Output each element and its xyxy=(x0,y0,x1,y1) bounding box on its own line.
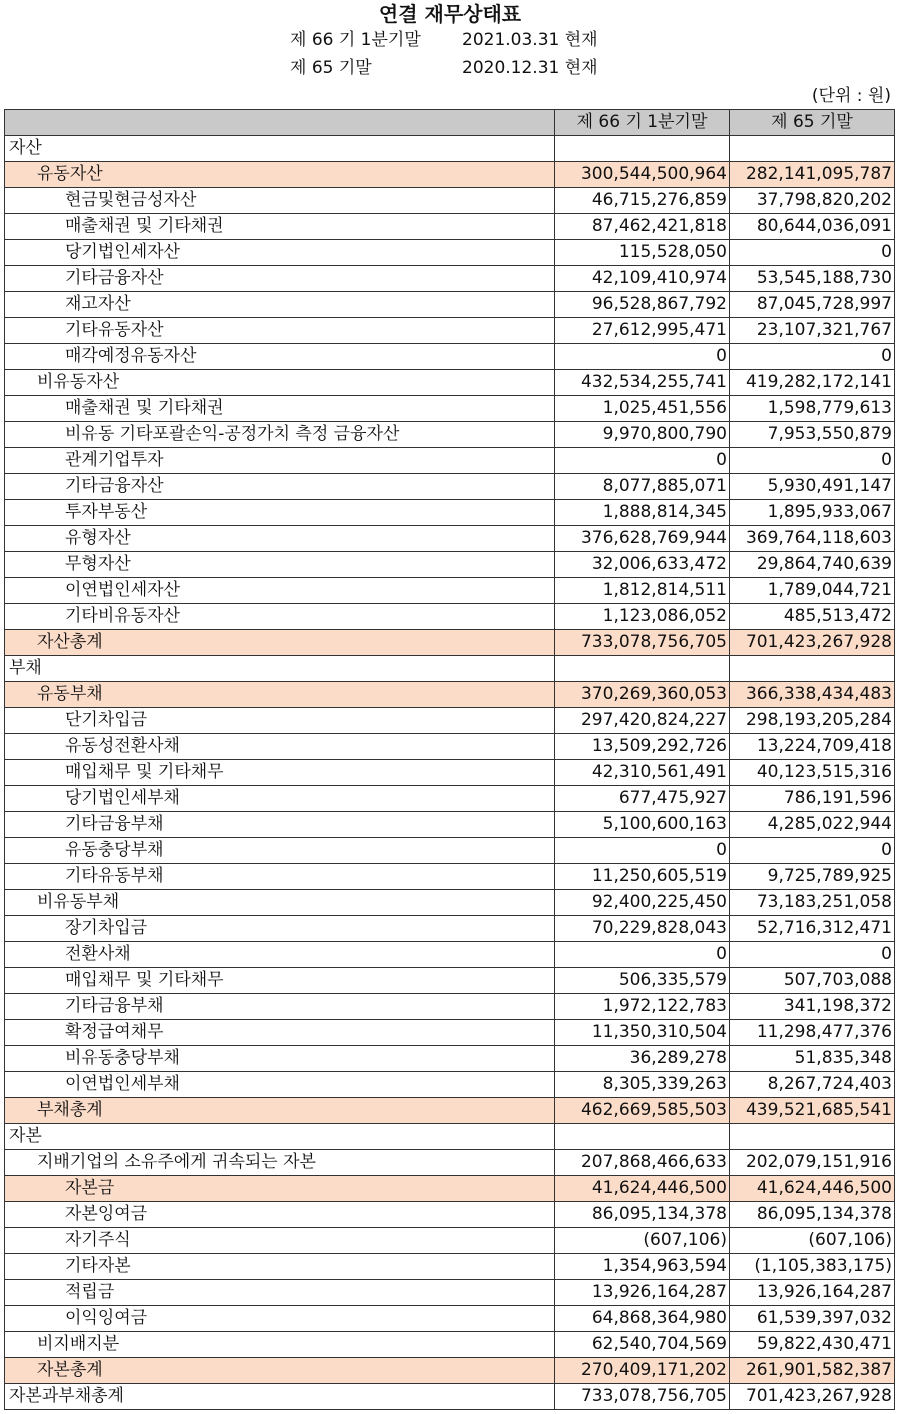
table-row xyxy=(5,1228,895,1254)
previous-amount: 86,095,134,378 xyxy=(730,1202,895,1228)
account-label: 이익잉여금 xyxy=(5,1306,555,1332)
previous-amount: 0 xyxy=(730,448,895,474)
account-label: 기타비유동자산 xyxy=(5,604,555,630)
previous-amount: 341,198,372 xyxy=(730,994,895,1020)
previous-amount: (1,105,383,175) xyxy=(730,1254,895,1280)
current-amount xyxy=(555,656,730,682)
unit-note: (단위 : 원) xyxy=(811,86,891,106)
current-amount: 11,350,310,504 xyxy=(555,1020,730,1046)
previous-amount: 0 xyxy=(730,240,895,266)
current-amount: 1,025,451,556 xyxy=(555,396,730,422)
previous-amount: 5,930,491,147 xyxy=(730,474,895,500)
current-amount: 9,970,800,790 xyxy=(555,422,730,448)
previous-amount: 0 xyxy=(730,344,895,370)
header-previous-period: 제 65 기말 xyxy=(730,110,895,136)
current-amount: 92,400,225,450 xyxy=(555,890,730,916)
previous-amount xyxy=(730,1124,895,1150)
current-amount: 32,006,633,472 xyxy=(555,552,730,578)
previous-amount: 786,191,596 xyxy=(730,786,895,812)
current-amount: 70,229,828,043 xyxy=(555,916,730,942)
account-label: 전환사채 xyxy=(5,942,555,968)
table-row xyxy=(5,708,895,734)
table-row xyxy=(5,1176,895,1202)
current-amount: (607,106) xyxy=(555,1228,730,1254)
previous-amount: 8,267,724,403 xyxy=(730,1072,895,1098)
table-row xyxy=(5,786,895,812)
table-row xyxy=(5,474,895,500)
account-label: 기타금융부채 xyxy=(5,812,555,838)
account-label: 부채총계 xyxy=(5,1098,555,1124)
table-row xyxy=(5,292,895,318)
previous-amount: 282,141,095,787 xyxy=(730,162,895,188)
table-row xyxy=(5,1306,895,1332)
table-row xyxy=(5,1384,895,1410)
account-label: 자본 xyxy=(5,1124,555,1150)
table-row xyxy=(5,760,895,786)
account-label: 자본금 xyxy=(5,1176,555,1202)
current-amount: 677,475,927 xyxy=(555,786,730,812)
table-row xyxy=(5,1280,895,1306)
account-label: 자본과부채총계 xyxy=(5,1384,555,1410)
account-label: 기타유동자산 xyxy=(5,318,555,344)
previous-amount: 37,798,820,202 xyxy=(730,188,895,214)
table-row xyxy=(5,422,895,448)
account-label: 비유동자산 xyxy=(5,370,555,396)
account-label: 당기법인세자산 xyxy=(5,240,555,266)
current-amount: 0 xyxy=(555,942,730,968)
account-label: 적립금 xyxy=(5,1280,555,1306)
previous-amount: 1,598,779,613 xyxy=(730,396,895,422)
table-row xyxy=(5,942,895,968)
current-amount: 1,812,814,511 xyxy=(555,578,730,604)
previous-amount: 369,764,118,603 xyxy=(730,526,895,552)
account-label: 기타금융자산 xyxy=(5,266,555,292)
table-row xyxy=(5,1202,895,1228)
table-row xyxy=(5,162,895,188)
account-label: 매각예정유동자산 xyxy=(5,344,555,370)
account-label: 자산총계 xyxy=(5,630,555,656)
previous-amount: (607,106) xyxy=(730,1228,895,1254)
period-current-label: 제 66 기 1분기말 xyxy=(290,30,421,50)
current-amount: 270,409,171,202 xyxy=(555,1358,730,1384)
table-row xyxy=(5,682,895,708)
table-row xyxy=(5,318,895,344)
account-label: 자본총계 xyxy=(5,1358,555,1384)
table-row xyxy=(5,370,895,396)
table-row xyxy=(5,656,895,682)
previous-amount: 1,789,044,721 xyxy=(730,578,895,604)
table-row xyxy=(5,526,895,552)
current-amount: 13,926,164,287 xyxy=(555,1280,730,1306)
current-amount xyxy=(555,136,730,162)
current-amount: 36,289,278 xyxy=(555,1046,730,1072)
table-row xyxy=(5,1358,895,1384)
previous-amount: 51,835,348 xyxy=(730,1046,895,1072)
previous-amount: 0 xyxy=(730,838,895,864)
previous-amount: 701,423,267,928 xyxy=(730,1384,895,1410)
account-label: 단기차입금 xyxy=(5,708,555,734)
table-row xyxy=(5,448,895,474)
table-row xyxy=(5,812,895,838)
account-label: 이연법인세부채 xyxy=(5,1072,555,1098)
account-label: 매출채권 및 기타채권 xyxy=(5,396,555,422)
table-row xyxy=(5,734,895,760)
account-label: 자산 xyxy=(5,136,555,162)
previous-amount: 439,521,685,541 xyxy=(730,1098,895,1124)
previous-amount: 298,193,205,284 xyxy=(730,708,895,734)
current-amount: 96,528,867,792 xyxy=(555,292,730,318)
current-amount: 5,100,600,163 xyxy=(555,812,730,838)
current-amount: 0 xyxy=(555,838,730,864)
current-amount: 1,888,814,345 xyxy=(555,500,730,526)
previous-amount: 11,298,477,376 xyxy=(730,1020,895,1046)
previous-amount: 73,183,251,058 xyxy=(730,890,895,916)
table-row xyxy=(5,1124,895,1150)
previous-amount: 13,926,164,287 xyxy=(730,1280,895,1306)
account-label: 유동충당부채 xyxy=(5,838,555,864)
table-row xyxy=(5,266,895,292)
table-row xyxy=(5,916,895,942)
account-label: 유형자산 xyxy=(5,526,555,552)
account-label: 유동부채 xyxy=(5,682,555,708)
previous-amount: 40,123,515,316 xyxy=(730,760,895,786)
current-amount: 8,077,885,071 xyxy=(555,474,730,500)
account-label: 유동성전환사채 xyxy=(5,734,555,760)
current-amount: 87,462,421,818 xyxy=(555,214,730,240)
table-row xyxy=(5,1046,895,1072)
table-row xyxy=(5,838,895,864)
table-row xyxy=(5,1150,895,1176)
current-amount: 1,123,086,052 xyxy=(555,604,730,630)
account-label: 장기차입금 xyxy=(5,916,555,942)
current-amount: 86,095,134,378 xyxy=(555,1202,730,1228)
current-amount: 1,354,963,594 xyxy=(555,1254,730,1280)
previous-amount: 80,644,036,091 xyxy=(730,214,895,240)
previous-amount: 1,895,933,067 xyxy=(730,500,895,526)
previous-amount: 366,338,434,483 xyxy=(730,682,895,708)
current-amount: 0 xyxy=(555,344,730,370)
previous-amount: 419,282,172,141 xyxy=(730,370,895,396)
current-amount: 13,509,292,726 xyxy=(555,734,730,760)
current-amount: 11,250,605,519 xyxy=(555,864,730,890)
account-label: 관계기업투자 xyxy=(5,448,555,474)
table-row xyxy=(5,500,895,526)
current-amount: 1,972,122,783 xyxy=(555,994,730,1020)
table-row xyxy=(5,396,895,422)
table-header-row xyxy=(5,110,895,136)
current-amount: 64,868,364,980 xyxy=(555,1306,730,1332)
account-label: 비지배지분 xyxy=(5,1332,555,1358)
account-label: 기타유동부채 xyxy=(5,864,555,890)
period-previous-label: 제 65 기말 xyxy=(290,58,372,78)
previous-amount: 507,703,088 xyxy=(730,968,895,994)
balance-sheet-table xyxy=(4,109,895,1410)
header-account xyxy=(5,110,555,136)
current-amount: 27,612,995,471 xyxy=(555,318,730,344)
previous-amount: 7,953,550,879 xyxy=(730,422,895,448)
current-amount: 733,078,756,705 xyxy=(555,1384,730,1410)
previous-amount: 87,045,728,997 xyxy=(730,292,895,318)
table-row xyxy=(5,552,895,578)
account-label: 기타금융부채 xyxy=(5,994,555,1020)
current-amount: 8,305,339,263 xyxy=(555,1072,730,1098)
current-amount: 297,420,824,227 xyxy=(555,708,730,734)
current-amount: 376,628,769,944 xyxy=(555,526,730,552)
table-row xyxy=(5,1332,895,1358)
previous-amount: 0 xyxy=(730,942,895,968)
account-label: 부채 xyxy=(5,656,555,682)
table-row xyxy=(5,578,895,604)
current-amount: 370,269,360,053 xyxy=(555,682,730,708)
current-amount: 0 xyxy=(555,448,730,474)
current-amount: 733,078,756,705 xyxy=(555,630,730,656)
table-row xyxy=(5,604,895,630)
table-row xyxy=(5,136,895,162)
table-row xyxy=(5,344,895,370)
account-label: 당기법인세부채 xyxy=(5,786,555,812)
period-previous-date: 2020.12.31 현재 xyxy=(462,58,598,78)
previous-amount: 485,513,472 xyxy=(730,604,895,630)
account-label: 자본잉여금 xyxy=(5,1202,555,1228)
account-label: 매출채권 및 기타채권 xyxy=(5,214,555,240)
current-amount: 300,544,500,964 xyxy=(555,162,730,188)
account-label: 투자부동산 xyxy=(5,500,555,526)
account-label: 확정급여채무 xyxy=(5,1020,555,1046)
report-title: 연결 재무상태표 xyxy=(378,2,522,26)
account-label: 이연법인세자산 xyxy=(5,578,555,604)
current-amount: 42,109,410,974 xyxy=(555,266,730,292)
table-row xyxy=(5,1098,895,1124)
account-label: 매입채무 및 기타채무 xyxy=(5,760,555,786)
table-row xyxy=(5,994,895,1020)
current-amount: 41,624,446,500 xyxy=(555,1176,730,1202)
current-amount: 462,669,585,503 xyxy=(555,1098,730,1124)
account-label: 기타금융자산 xyxy=(5,474,555,500)
account-label: 비유동충당부채 xyxy=(5,1046,555,1072)
previous-amount xyxy=(730,656,895,682)
previous-amount: 61,539,397,032 xyxy=(730,1306,895,1332)
account-label: 비유동부채 xyxy=(5,890,555,916)
table-row xyxy=(5,1254,895,1280)
previous-amount xyxy=(730,136,895,162)
table-row xyxy=(5,240,895,266)
previous-amount: 59,822,430,471 xyxy=(730,1332,895,1358)
account-label: 기타자본 xyxy=(5,1254,555,1280)
current-amount: 115,528,050 xyxy=(555,240,730,266)
header-current-period: 제 66 기 1분기말 xyxy=(555,110,730,136)
table-row xyxy=(5,214,895,240)
table-row xyxy=(5,1020,895,1046)
previous-amount: 41,624,446,500 xyxy=(730,1176,895,1202)
current-amount: 46,715,276,859 xyxy=(555,188,730,214)
table-row xyxy=(5,864,895,890)
current-amount: 62,540,704,569 xyxy=(555,1332,730,1358)
period-current xyxy=(290,28,598,52)
current-amount: 207,868,466,633 xyxy=(555,1150,730,1176)
period-current-date: 2021.03.31 현재 xyxy=(462,30,598,50)
previous-amount: 4,285,022,944 xyxy=(730,812,895,838)
previous-amount: 29,864,740,639 xyxy=(730,552,895,578)
table-row xyxy=(5,1072,895,1098)
previous-amount: 13,224,709,418 xyxy=(730,734,895,760)
account-label: 재고자산 xyxy=(5,292,555,318)
current-amount: 506,335,579 xyxy=(555,968,730,994)
account-label: 무형자산 xyxy=(5,552,555,578)
account-label: 현금및현금성자산 xyxy=(5,188,555,214)
current-amount: 42,310,561,491 xyxy=(555,760,730,786)
account-label: 자기주식 xyxy=(5,1228,555,1254)
account-label: 매입채무 및 기타채무 xyxy=(5,968,555,994)
account-label: 비유동 기타포괄손익-공정가치 측정 금융자산 xyxy=(5,422,555,448)
account-label: 지배기업의 소유주에게 귀속되는 자본 xyxy=(5,1150,555,1176)
table-row xyxy=(5,890,895,916)
current-amount: 432,534,255,741 xyxy=(555,370,730,396)
previous-amount: 52,716,312,471 xyxy=(730,916,895,942)
previous-amount: 261,901,582,387 xyxy=(730,1358,895,1384)
previous-amount: 53,545,188,730 xyxy=(730,266,895,292)
previous-amount: 23,107,321,767 xyxy=(730,318,895,344)
table-row xyxy=(5,630,895,656)
previous-amount: 202,079,151,916 xyxy=(730,1150,895,1176)
table-row xyxy=(5,188,895,214)
previous-amount: 701,423,267,928 xyxy=(730,630,895,656)
previous-amount: 9,725,789,925 xyxy=(730,864,895,890)
period-previous xyxy=(290,56,598,80)
current-amount xyxy=(555,1124,730,1150)
table-row xyxy=(5,968,895,994)
account-label: 유동자산 xyxy=(5,162,555,188)
